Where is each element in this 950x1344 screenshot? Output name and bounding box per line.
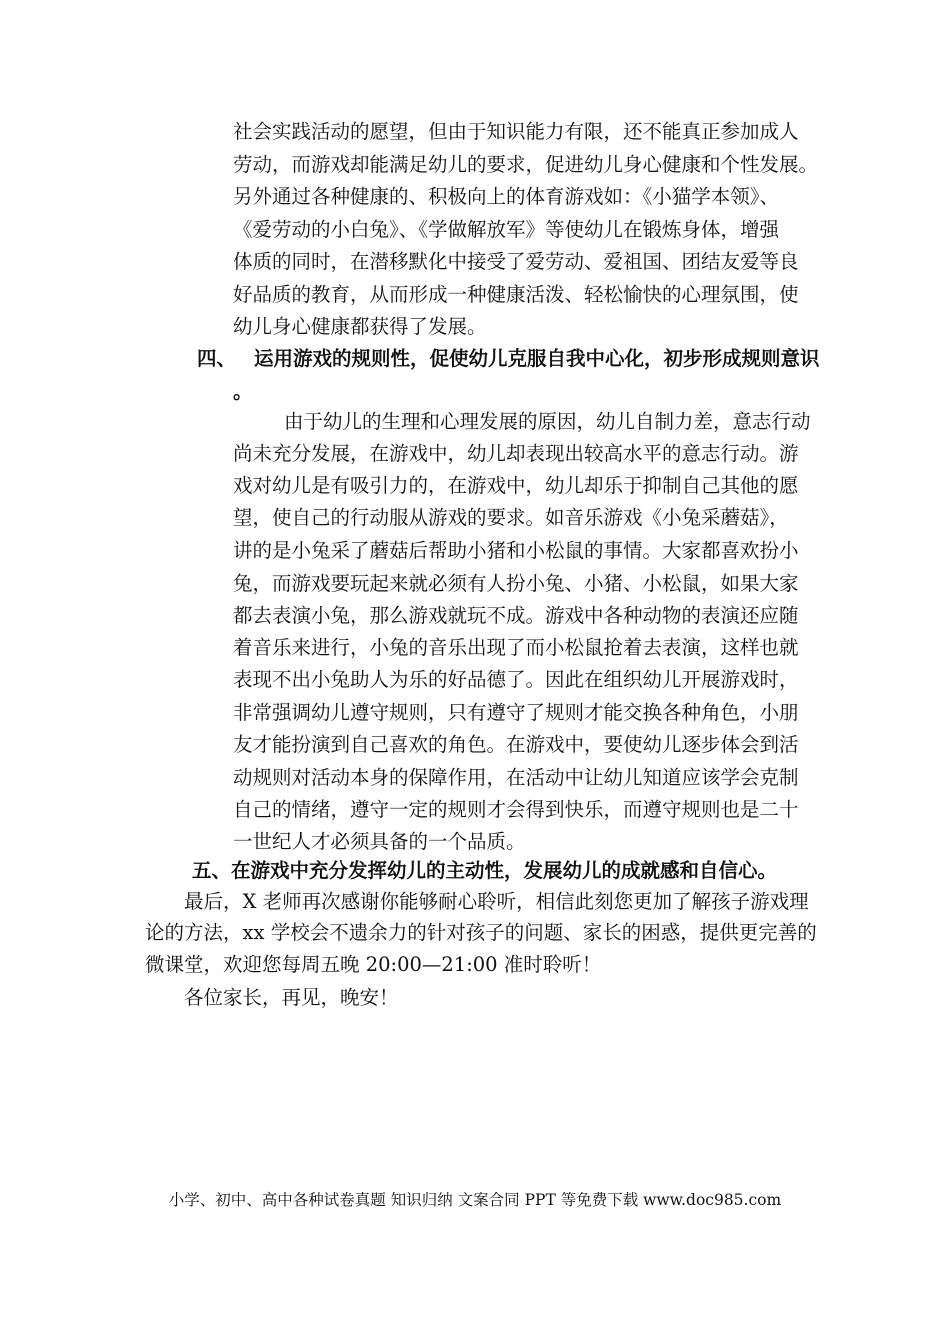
text-line: 表现不出小兔助人为乐的好品德了。因此在组织幼儿开展游戏时， <box>233 668 799 691</box>
text-line: 戏对幼儿是有吸引力的，在游戏中，幼儿却乐于抑制自己其他的愿 <box>233 474 799 497</box>
text-line: 劳动，而游戏却能满足幼儿的要求，促进幼儿身心健康和个性发展。 <box>233 153 819 176</box>
text-line: 兔，而游戏要玩起来就必须有人扮小兔、小猪、小松鼠，如果大家 <box>233 572 799 595</box>
text-line: 体质的同时，在潜移默化中接受了爱劳动、爱祖国、团结友爱等良 <box>233 250 799 273</box>
text-line: 一世纪人才必须具备的一个品质。 <box>233 830 526 853</box>
text-line: 《爱劳动的小白兔》、《学做解放军》等使幼儿在锻炼身体，增强 <box>233 218 780 241</box>
section-heading-5: 五、在游戏中充分发挥幼儿的主动性，发展幼儿的成就感和自信心。 <box>192 859 778 882</box>
text-line: 好品质的教育，从而形成一种健康活泼、轻松愉快的心理氛围，使 <box>233 283 799 306</box>
text-line: 尚未充分发展，在游戏中，幼儿却表现出较高水平的意志行动。游 <box>233 442 799 465</box>
heading-number: 四、 <box>197 347 237 370</box>
text-line: 都去表演小兔，那么游戏就玩不成。游戏中各种动物的表演还应随 <box>233 604 799 627</box>
text-line: 着音乐来进行，小兔的音乐出现了而小松鼠抢着去表演，这样也就 <box>233 636 799 659</box>
farewell-line: 各位家长，再见，晚安！ <box>184 986 399 1009</box>
text-line: 非常强调幼儿遵守规则，只有遵守了规则才能交换各种角色，小朋 <box>233 701 799 724</box>
page-footer: 小学、初中、高中各种试卷真题 知识归纳 文案合同 PPT 等免费下载 www.doc985.com <box>168 1191 782 1209</box>
heading-text: 运用游戏的规则性，促使幼儿克服自我中心化，初步形成规则意识 <box>254 347 820 370</box>
text-line: 动规则对活动本身的保障作用，在活动中让幼儿知道应该学会克制 <box>233 766 799 789</box>
text-line: 自己的情绪，遵守一定的规则才会得到快乐，而遵守规则也是二十 <box>233 798 799 821</box>
text-line: 讲的是小兔采了蘑菇后帮助小猪和小松鼠的事情。大家都喜欢扮小 <box>233 539 799 562</box>
text-line: 望，使自己的行动服从游戏的要求。如音乐游戏《小兔采蘑菇》， <box>233 506 789 529</box>
text-line: 最后，X 老师再次感谢你能够耐心聆听，相信此刻您更加了解孩子游戏理 <box>184 890 809 913</box>
text-line: 社会实践活动的愿望，但由于知识能力有限，还不能真正参加成人 <box>233 120 799 143</box>
text-line: 微课堂，欢迎您每周五晚 20:00—21:00 准时聆听！ <box>145 953 602 976</box>
text-line: 论的方法，xx 学校会不遗余力的针对孩子的问题、家长的困惑，提供更完善的 <box>145 921 817 944</box>
text-line: 由于幼儿的生理和心理发展的原因，幼儿自制力差，意志行动 <box>284 410 811 433</box>
text-line: 另外通过各种健康的、积极向上的体育游戏如：《小猫学本领》、 <box>233 185 780 208</box>
text-line: 幼儿身心健康都获得了发展。 <box>233 315 487 338</box>
heading-tail: 。 <box>233 380 253 403</box>
text-line: 友才能扮演到自己喜欢的角色。在游戏中，要使幼儿逐步体会到活 <box>233 733 799 756</box>
